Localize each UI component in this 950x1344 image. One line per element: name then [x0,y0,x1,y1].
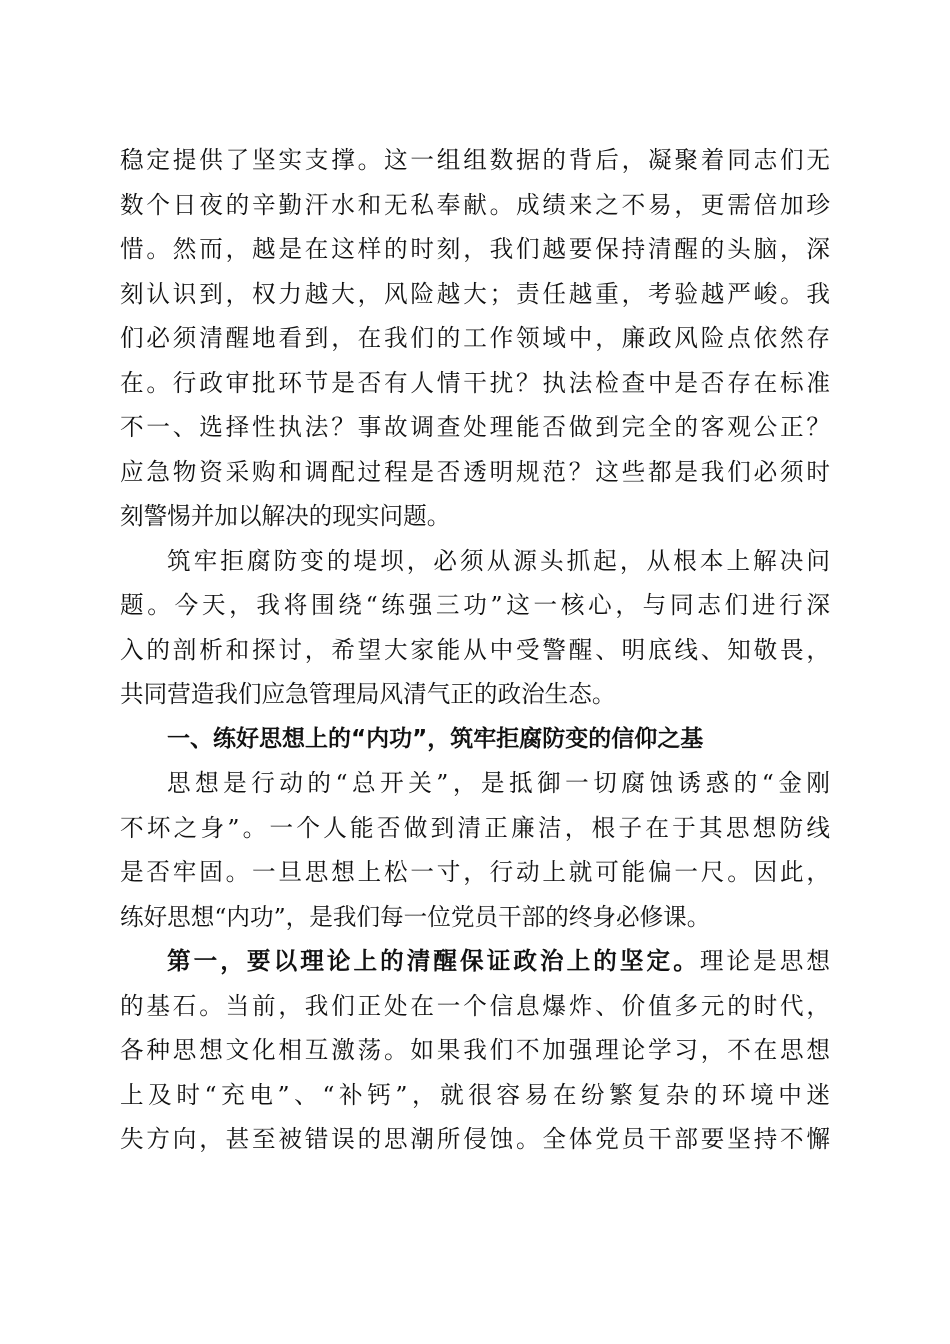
text-line: 共同营造我们应急管理局风清气正的政治生态。 [120,680,616,708]
paragraph-2 [120,539,830,717]
text-line: 刻认识到，权力越大，风险越大；责任越重，考验越严峻。我 [120,279,830,308]
section-heading [120,717,830,762]
text-line: 在。行政审批环节是否有人情干扰？执法检查中是否存在标准 [120,368,830,397]
text-line: 是否牢固。一旦思想上松一寸，行动上就可能偏一尺。因此， [120,858,830,886]
text-line: 上及时“充电”、“补钙”，就很容易在纷繁复杂的环境中迷 [120,1080,830,1109]
text-line: 不一、选择性执法？事故调查处理能否做到完全的客观公正？ [120,413,830,441]
paragraph-4 [120,939,830,1162]
text-line: 的基石。当前，我们正处在一个信息爆炸、价值多元的时代， [120,991,830,1020]
paragraph-3 [120,761,830,939]
text-line: 不坏之身”。一个人能否做到清正廉洁，根子在于其思想防线 [120,813,830,842]
text-line: 入的剖析和探讨，希望大家能从中受警醒、明底线、知敬畏， [120,635,830,664]
text-line: 数个日夜的辛勤汗水和无私奉献。成绩来之不易，更需倍加珍 [120,190,830,219]
text-line: 思想是行动的“总开关”，是抵御一切腐蚀诱惑的“金刚 [167,769,830,797]
document-body [120,138,830,1162]
heading-text: 一、练好思想上的“内功”，筑牢拒腐防变的信仰之基 [167,725,704,752]
text-line: 稳定提供了坚实支撑。这一组组数据的背后，凝聚着同志们无 [120,146,830,174]
text-line: 刻警惕并加以解决的现实问题。 [120,502,451,530]
text-line: 们必须清醒地看到，在我们的工作领域中，廉政风险点依然存 [120,324,830,352]
text-line: 惜。然而，越是在这样的时刻，我们越要保持清醒的头脑，深 [120,235,830,263]
text-line: 练好思想“内功”，是我们每一位党员干部的终身必修课。 [120,902,711,931]
text-line: 应急物资采购和调配过程是否透明规范？这些都是我们必须时 [120,457,830,486]
text-line: 各种思想文化相互激荡。如果我们不加强理论学习，不在思想 [120,1036,830,1064]
lead-rest-text: 理论是思想 [699,947,830,975]
paragraph-1 [120,138,830,539]
text-line: 题。今天，我将围绕“练强三功”这一核心，与同志们进行深 [120,591,830,619]
text-line: 筑牢拒腐防变的堤坝，必须从源头抓起，从根本上解决问 [167,546,830,575]
bold-lead-text: 第一，要以理论上的清醒保证政治上的坚定。 [167,947,700,975]
text-line: 失方向，甚至被错误的思潮所侵蚀。全体党员干部要坚持不懈 [120,1125,830,1153]
text-line-with-lead [120,939,830,984]
